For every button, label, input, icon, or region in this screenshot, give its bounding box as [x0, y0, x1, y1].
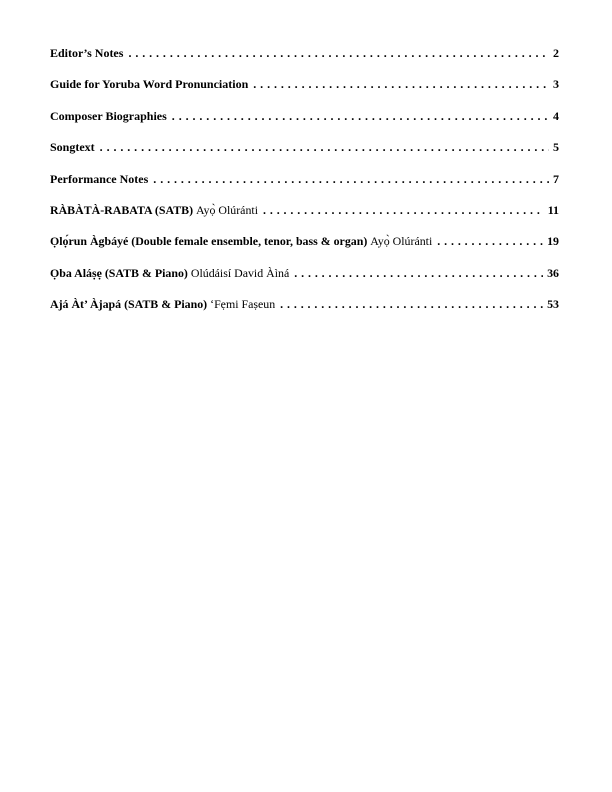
- toc-entry-oba-alase[interactable]: [50, 265, 559, 296]
- toc-entry-page-number: 7: [553, 171, 559, 186]
- dot-leader: [128, 45, 549, 61]
- dot-leader: [172, 108, 549, 124]
- toc-entry-page-number: 53: [547, 297, 559, 312]
- dot-leader: [280, 296, 543, 312]
- dot-leader: [100, 139, 549, 155]
- toc-entry-title: Ọlọ́run Àgbáyé (Double female ensemble, tenor, bass & organ): [50, 234, 368, 249]
- toc-entry-title: RÀBÀTÀ-RABATA (SATB): [50, 202, 194, 217]
- dot-leader: [153, 171, 549, 187]
- toc-entry-composer: ‘Fẹmi Faṣeun: [210, 297, 276, 312]
- toc-entry-title: Ọba Aláṣẹ (SATB & Piano): [50, 265, 188, 280]
- toc-entry-title: Guide for Yoruba Word Pronunciation: [50, 77, 249, 92]
- toc-entry-songtext[interactable]: [50, 139, 559, 170]
- toc-entry-title: Composer Biographies: [50, 108, 167, 123]
- dot-leader: [437, 233, 543, 249]
- toc-entry-page-number: 4: [553, 108, 559, 123]
- toc-entry-page-number: 2: [553, 46, 559, 60]
- dot-leader: [263, 202, 544, 218]
- toc-entry-page-number: 36: [547, 265, 559, 280]
- dot-leader: [294, 265, 543, 281]
- toc-entry-title: Performance Notes: [50, 171, 149, 186]
- toc-entry-page-number: 11: [547, 202, 559, 217]
- dot-leader: [253, 76, 549, 92]
- toc-entry-olorun-agbaye[interactable]: [50, 233, 559, 264]
- table-of-contents: [50, 45, 559, 328]
- toc-entry-title: Editor’s Notes: [50, 46, 124, 60]
- toc-entry-composer-biographies[interactable]: [50, 108, 559, 139]
- toc-entry-aja-at-ajapa[interactable]: [50, 296, 559, 327]
- toc-entry-rabata-rabata[interactable]: [50, 202, 559, 233]
- toc-entry-page-number: 5: [553, 140, 559, 155]
- toc-entry-composer: Olúdáisí David Àìná: [190, 265, 290, 280]
- toc-entry-title: Songtext: [50, 140, 95, 155]
- toc-entry-page-number: 3: [553, 77, 559, 92]
- toc-entry-composer: Ayọ̀ Olúránti: [370, 234, 433, 249]
- toc-entry-title: Ajá Àt’ Àjapá (SATB & Piano): [50, 297, 208, 312]
- toc-entry-performance-notes[interactable]: [50, 171, 559, 202]
- toc-entry-editors-notes[interactable]: [50, 45, 559, 76]
- toc-entry-pronunciation-guide[interactable]: [50, 76, 559, 107]
- toc-entry-page-number: 19: [547, 234, 559, 249]
- toc-entry-composer: Ayọ̀ Olúránti: [196, 202, 259, 217]
